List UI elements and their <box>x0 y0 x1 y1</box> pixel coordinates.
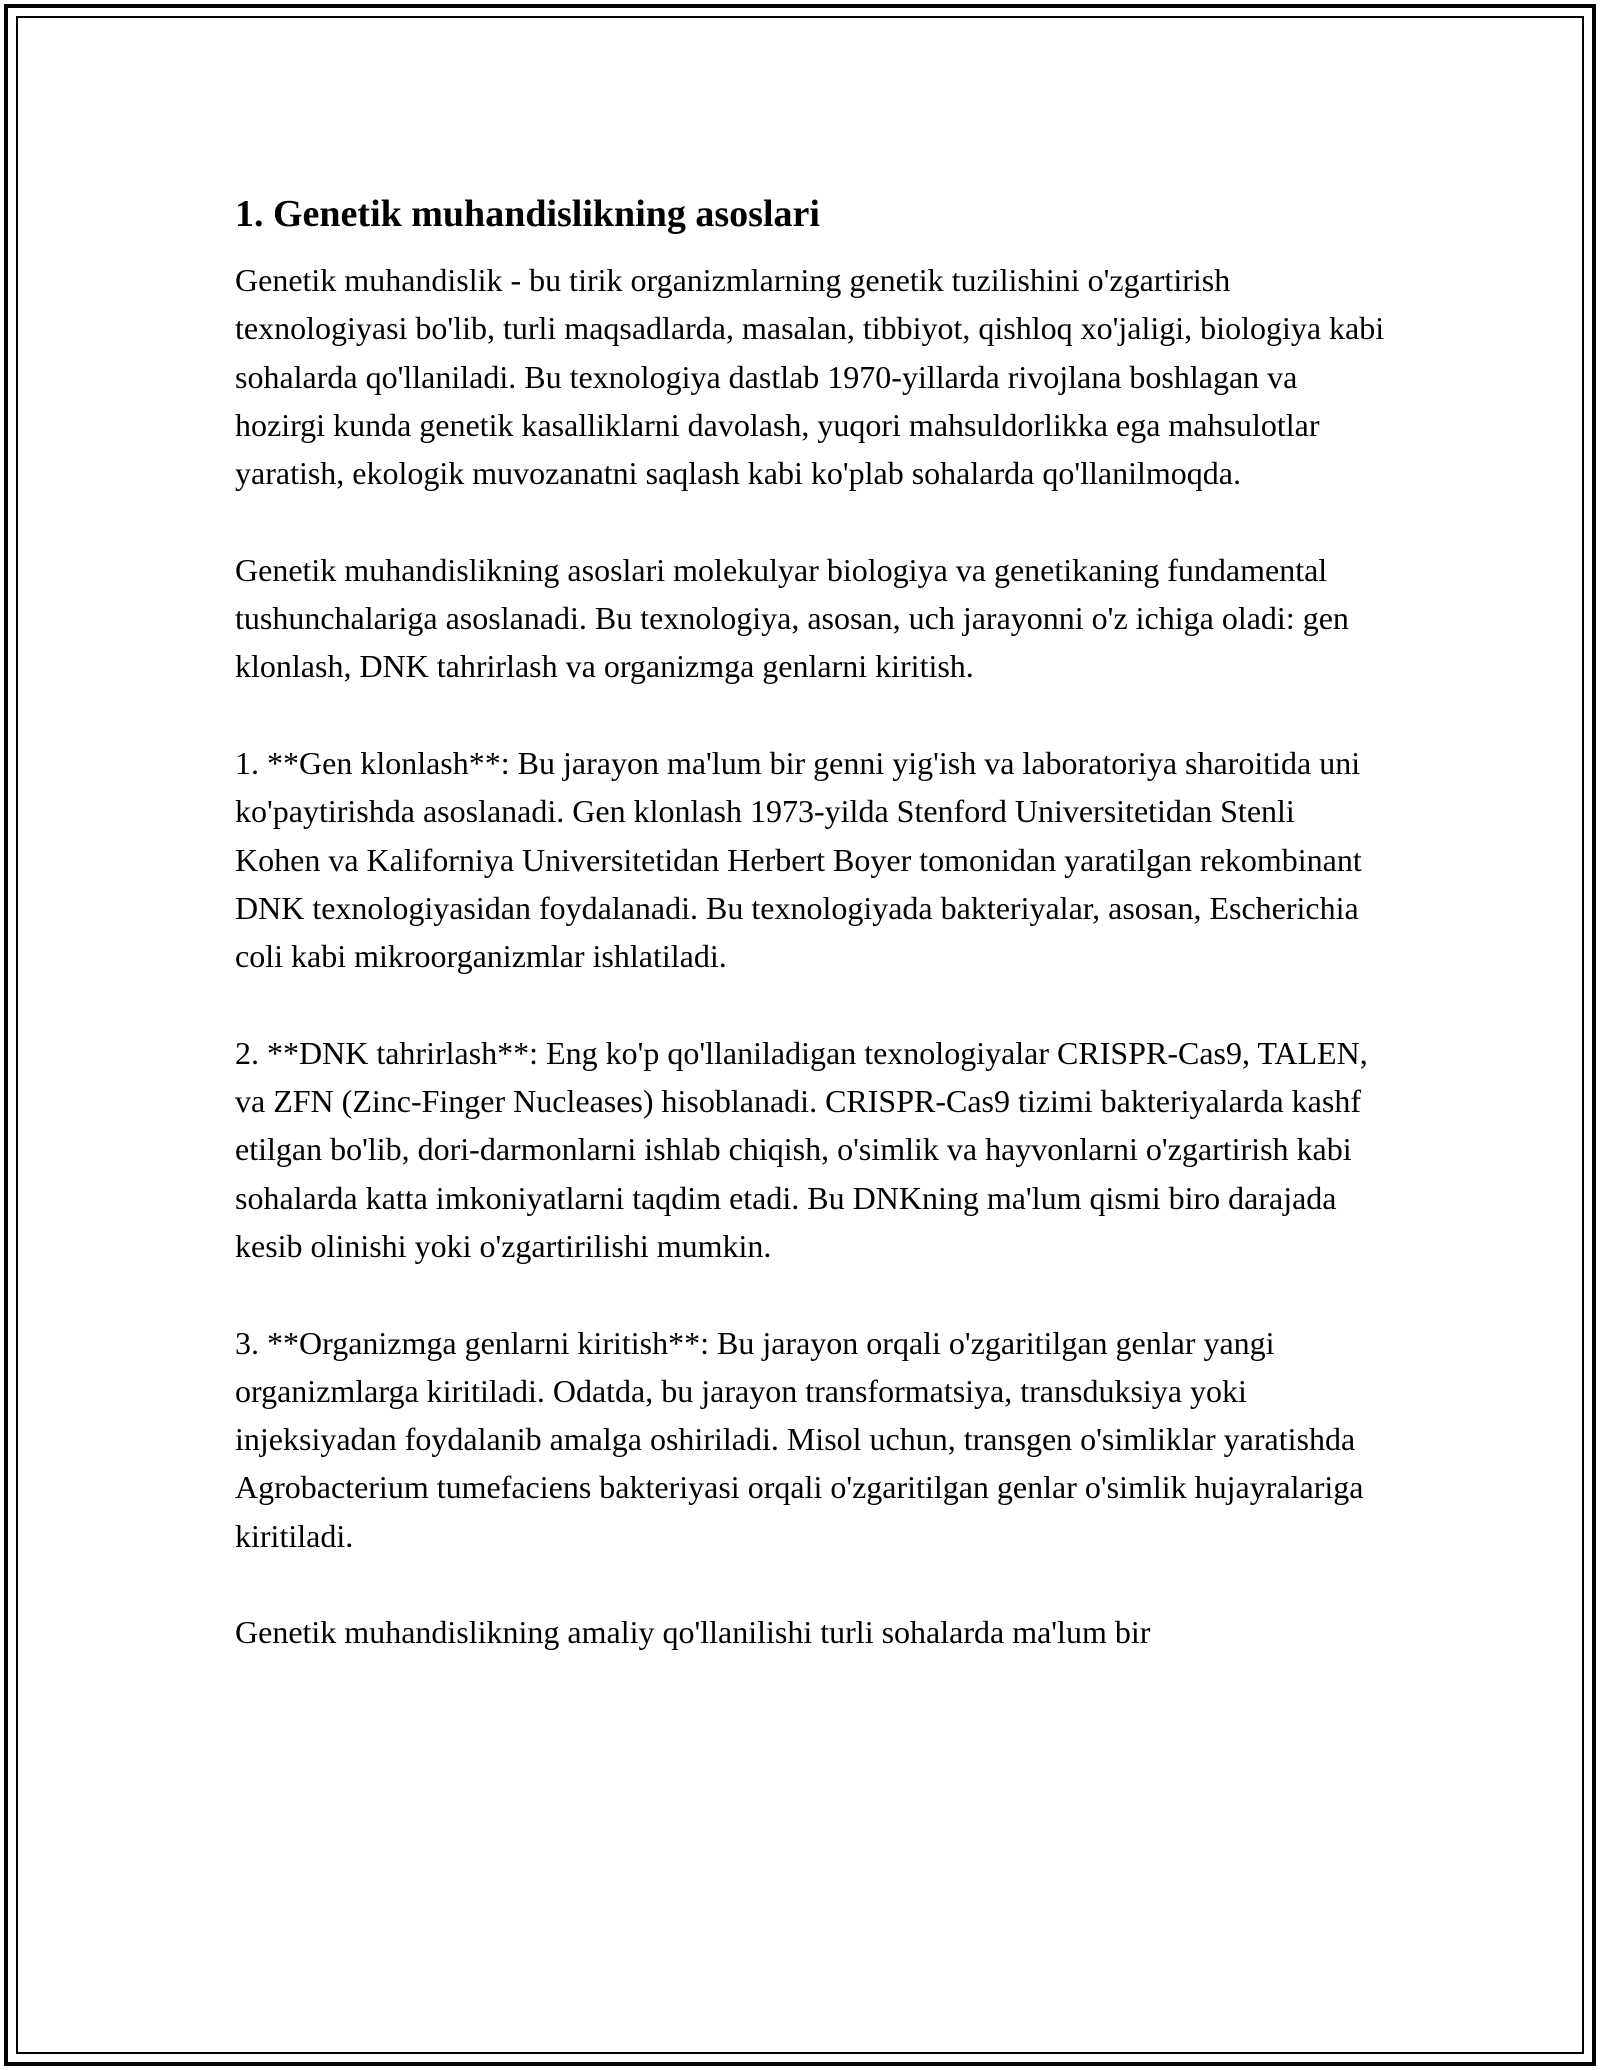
document-body <box>235 186 1385 1705</box>
section-heading: 1. Genetik muhandislikning asoslari <box>235 193 820 235</box>
dna-editing-paragraph: 2. **DNK tahrirlash**: Eng ko'p qo'llaniladigan texnologiyalar CRISPR-Cas9, TALEN, va ZFN (Zinc-Finger Nucleases) hisoblanadi. CRISPR-Cas9 tizimi bakteriyalarda kashf etilgan bo'lib, dori-darmonlarni ishlab chiqish, o'simlik va hayvonlarni o'zgartirish kabi sohalarda katta imkoniyatlarni taqdim etadi. Bu DNKning ma'lum qismi biro darajada kesib olinishi yoki o'zgartirilishi mumkin. <box>235 1034 1368 1264</box>
intro-paragraph: Genetik muhandislik - bu tirik organizmlarning genetik tuzilishini o'zgartirish texnologiyasi bo'lib, turli maqsadlarda, masalan, tibbiyot, qishloq xo'jaligi, biologiya kabi sohalarda qo'llaniladi. Bu texnologiya dastlab 1970-yillarda rivojlana boshlagan va hozirgi kunda genetik kasalliklarni davolash, yuqori mahsuldorlikka ega mahsulotlar yaratish, ekologik muvozanatni saqlash kabi ko'plab sohalarda qo'llanilmoqda. <box>235 262 1385 492</box>
gene-insertion-paragraph: 3. **Organizmga genlarni kiritish**: Bu jarayon orqali o'zgaritilgan genlar yangi organizmlarga kiritiladi. Odatda, bu jarayon transformatsiya, transduksiya yoki injeksiyadan foydalanib amalga oshiriladi. Misol uchun, transgen o'simliklar yaratishda Agrobacterium tumefaciens bakteriyasi orqali o'zgaritilgan genlar o'simlik hujayralariga kiritiladi. <box>235 1324 1364 1554</box>
gene-cloning-paragraph: 1. **Gen klonlash**: Bu jarayon ma'lum bir genni yig'ish va laboratoriya sharoitida uni ko'paytirishda asoslanadi. Gen klonlash 1973-yilda Stenford Universitetidan Stenli Kohen va Kaliforniya Universitetidan Herbert Boyer tomonidan yaratilgan rekombinant DNK texnologiyasidan foydalanadi. Bu texnologiyada bakteriyalar, asosan, Escherichia coli kabi mikroorganizmlar ishlatiladi. <box>235 744 1362 975</box>
fundamentals-paragraph: Genetik muhandislikning asoslari molekulyar biologiya va genetikaning fundamental tushunchalariga asoslanadi. Bu texnologiya, asosan, uch jarayonni o'z ichiga oladi: gen klonlash, DNK tahrirlash va organizmga genlarni kiritish. <box>235 551 1349 685</box>
applications-paragraph: Genetik muhandislikning amaliy qo'llanilishi turli sohalarda ma'lum bir <box>235 1614 1151 1651</box>
